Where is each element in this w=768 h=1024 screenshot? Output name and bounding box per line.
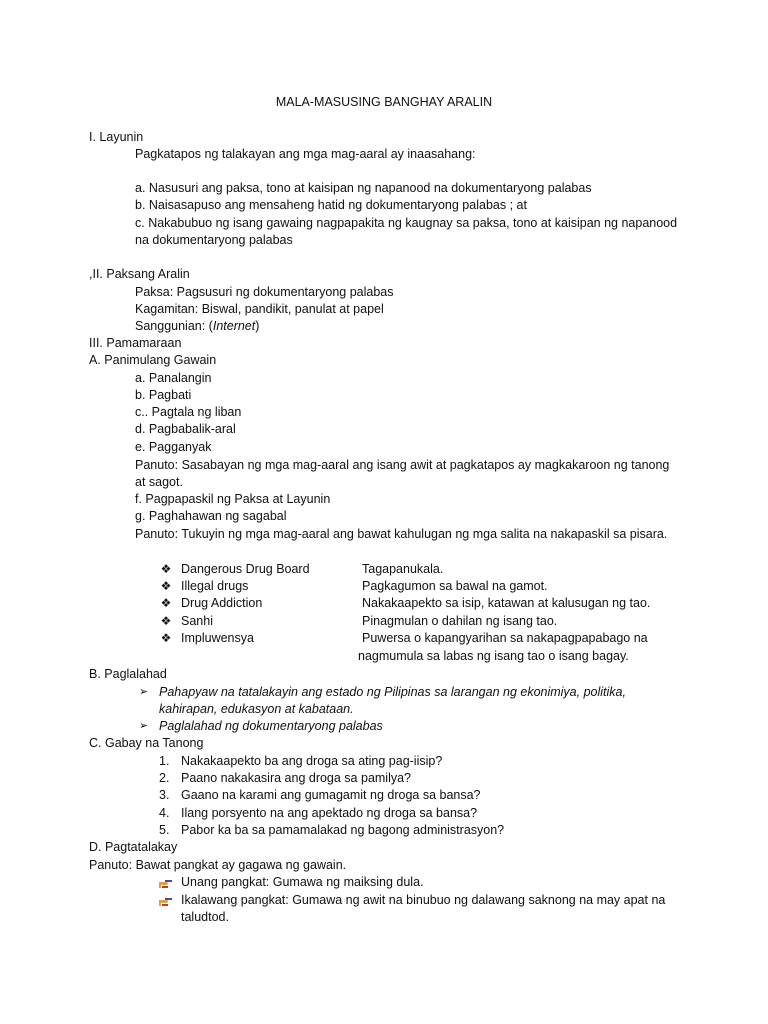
gawain-item: d. Pagbabalik-aral	[135, 422, 236, 436]
gawain-item: e. Pagganyak	[135, 440, 212, 454]
vocab-meaning: Tagapanukala.	[362, 562, 444, 576]
kagamitan-line: Kagamitan: Biswal, pandikit, panulat at papel	[135, 302, 384, 316]
pagtatalakay-panuto: Panuto: Bawat pangkat ay gagawa ng gawain.	[89, 858, 347, 872]
question-number: 5.	[159, 823, 170, 837]
paglalahad-item1-line1: Pahapyaw na tatalakayin ang estado ng Pilipinas sa larangan ng ekonimiya, politika,	[159, 685, 626, 699]
layunin-b: b. Naisasapuso ang mensaheng hatid ng dokumentaryong palabas ; at	[135, 198, 527, 212]
question-text: Paano nakakasira ang droga sa pamilya?	[181, 771, 412, 785]
group1-task: Unang pangkat: Gumawa ng maiksing dula.	[181, 875, 424, 889]
pointing-hand-icon	[158, 877, 172, 889]
section-pamamaraan-heading: III. Pamamaraan	[89, 336, 182, 350]
vocab-meaning: Nakakaapekto sa isip, katawan at kalusugan ng tao.	[362, 596, 651, 610]
layunin-c-line2: na dokumentaryong palabas	[135, 233, 293, 247]
arrow-bullet-icon: ➢	[139, 686, 149, 698]
layunin-intro: Pagkatapos ng talakayan ang mga mag-aaral ay inaasahang:	[135, 147, 476, 161]
paglalahad-item1-line2: kahirapan, edukasyon at kabataan.	[159, 702, 354, 716]
vocab-meaning: Puwersa o kapangyarihan sa nakapagpapabago na	[362, 631, 648, 645]
diamond-bullet-icon: ❖	[160, 596, 172, 610]
vocab-meaning: Pinagmulan o dahilan ng isang tao.	[362, 614, 558, 628]
question-text: Nakakaapekto ba ang droga sa ating pag-iisip?	[181, 754, 443, 768]
vocab-meaning: Pagkagumon sa bawal na gamot.	[362, 579, 548, 593]
vocab-term: Dangerous Drug Board	[181, 562, 310, 576]
diamond-bullet-icon: ❖	[160, 631, 172, 645]
vocab-term: Drug Addiction	[181, 596, 263, 610]
diamond-bullet-icon: ❖	[160, 614, 172, 628]
vocab-meaning-continued: nagmumula sa labas ng isang tao o isang bagay.	[358, 649, 629, 663]
vocab-term: Sanhi	[181, 614, 213, 628]
paksa-line: Paksa: Pagsusuri ng dokumentaryong palabas	[135, 285, 394, 299]
document-title: MALA-MASUSING BANGHAY ARALIN	[275, 95, 493, 109]
group2-task-line2: taludtod.	[181, 910, 229, 924]
section-gabay-heading: C. Gabay na Tanong	[89, 736, 204, 750]
panuto-pagganyak-line2: at sagot.	[135, 475, 183, 489]
layunin-c-line1: c. Nakabubuo ng isang gawaing nagpapakita ng kaugnay sa paksa, tono at kaisipan ng napanood	[135, 216, 678, 230]
question-number: 1.	[159, 754, 170, 768]
gawain-item-f: f. Pagpapaskil ng Paksa at Layunin	[135, 492, 331, 506]
question-number: 3.	[159, 788, 170, 802]
panuto-sagabal: Panuto: Tukuyin ng mga mag-aaral ang bawat kahulugan ng mga salita na nakapaskil sa pisara.	[135, 527, 668, 541]
sanggunian-label: Sanggunian: (	[135, 319, 213, 333]
panuto-pagganyak-line1: Panuto: Sasabayan ng mga mag-aaral ang isang awit at pagkatapos ay magkakaroon ng tanong	[135, 458, 670, 472]
layunin-a: a. Nasusuri ang paksa, tono at kaisipan ng napanood na dokumentaryong palabas	[135, 181, 592, 195]
sanggunian-line	[135, 318, 259, 335]
question-text: Gaano na karami ang gumagamit ng droga sa bansa?	[181, 788, 481, 802]
group2-task-line1: Ikalawang pangkat: Gumawa ng awit na binubuo ng dalawang saknong na may apat na	[181, 893, 666, 907]
gawain-item: b. Pagbati	[135, 388, 192, 402]
diamond-bullet-icon: ❖	[160, 562, 172, 576]
gawain-item: a. Panalangin	[135, 371, 212, 385]
vocab-term: Illegal drugs	[181, 579, 249, 593]
question-text: Pabor ka ba sa pamamalakad ng bagong administrasyon?	[181, 823, 505, 837]
paglalahad-item2: Paglalahad ng dokumentaryong palabas	[159, 719, 383, 733]
section-layunin-heading: I. Layunin	[89, 130, 144, 144]
section-paglalahad-heading: B. Paglalahad	[89, 667, 167, 681]
diamond-bullet-icon: ❖	[160, 579, 172, 593]
arrow-bullet-icon: ➢	[139, 720, 149, 732]
panimulang-gawain-heading: A. Panimulang Gawain	[89, 353, 217, 367]
section-paksang-aralin-heading: ,II. Paksang Aralin	[89, 267, 190, 281]
gawain-item-g: g. Paghahawan ng sagabal	[135, 509, 287, 523]
section-pagtatalakay-heading: D. Pagtatalakay	[89, 840, 178, 854]
question-text: Ilang porsyento na ang apektado ng droga sa bansa?	[181, 806, 478, 820]
sanggunian-value: Internet	[212, 319, 256, 333]
sanggunian-close: )	[255, 319, 260, 333]
question-number: 2.	[159, 771, 170, 785]
vocab-term: Impluwensya	[181, 631, 254, 645]
pointing-hand-icon	[158, 895, 172, 907]
question-number: 4.	[159, 806, 170, 820]
gawain-item: c.. Pagtala ng liban	[135, 405, 242, 419]
